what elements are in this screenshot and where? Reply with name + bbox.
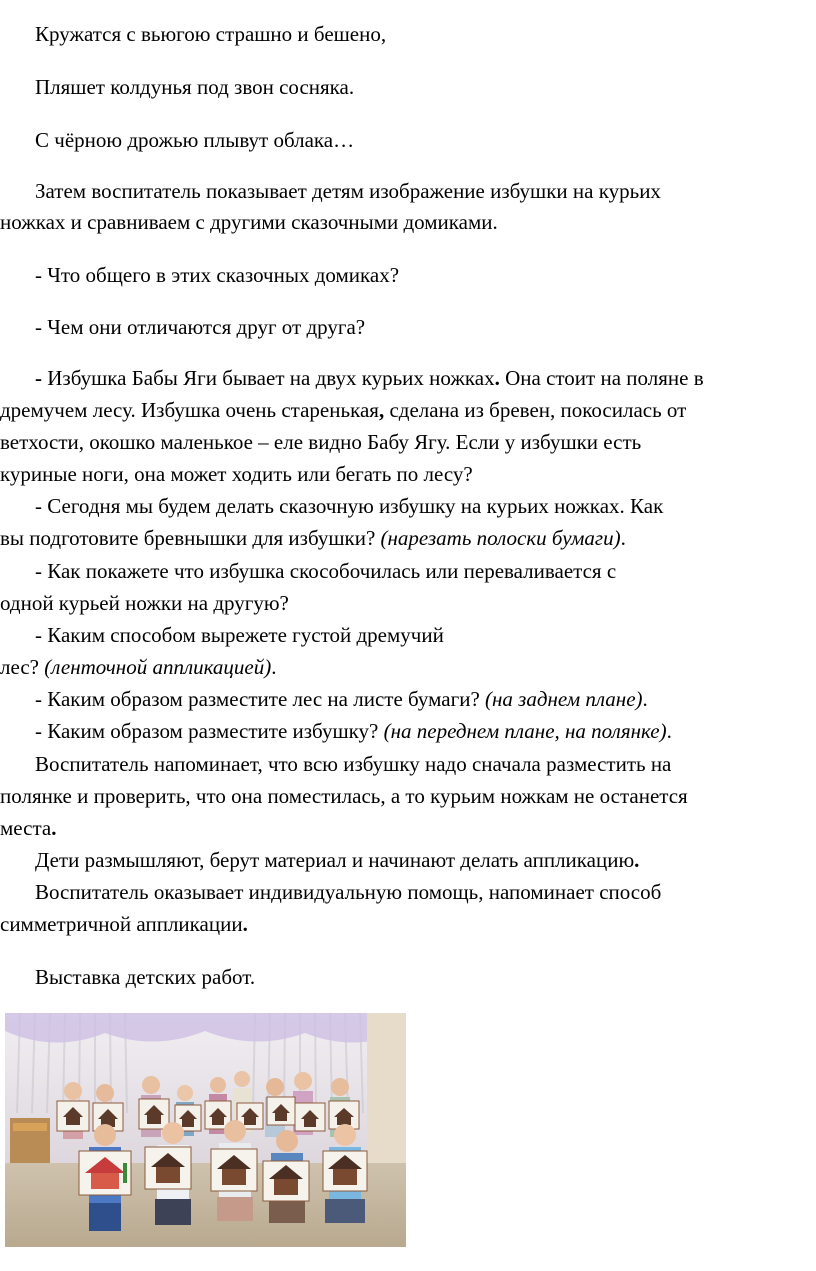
text: . — [620, 526, 626, 550]
question-tilt-line-2: одной курьей ножки на другую? — [0, 591, 289, 615]
description-line-1 — [35, 364, 704, 392]
help-line-2 — [0, 910, 248, 938]
text: . — [642, 687, 648, 711]
text: Дети размышляют, берут материал и начинают делать аппликацию — [35, 848, 635, 872]
text: симметричной аппликации — [0, 912, 243, 936]
text: сделана из бревен, покосилась от — [384, 398, 687, 422]
bold-dot: . — [634, 848, 640, 872]
reminder-line-2: полянке и проверить, что она поместилась, а то курьим ножкам не останется — [0, 784, 688, 808]
bold-dot: . — [242, 912, 248, 936]
paragraph-intro-line-1: Затем воспитатель показывает детям изображение избушки на курьих — [35, 179, 661, 203]
description-line-4: куриные ноги, она может ходить или бегать по лесу? — [0, 462, 473, 486]
children-work-line — [35, 846, 639, 874]
question-tilt-line-1: - Как покажете что избушка скособочилась или переваливается с — [35, 559, 617, 583]
bold-dot: . — [494, 366, 500, 390]
help-line-1: Воспитатель оказывает индивидуальную помощь, напоминает способ — [35, 880, 662, 904]
reminder-line-3 — [0, 814, 56, 842]
bold-comma: , — [378, 398, 385, 422]
answer-italic: (на переднем плане, на полянке) — [383, 719, 667, 743]
text: . — [666, 719, 672, 743]
question-differ: - Чем они отличаются друг от друга? — [35, 315, 366, 339]
exhibition-heading: Выставка детских работ. — [35, 965, 256, 989]
task-line-1: - Сегодня мы будем делать сказочную избушку на курьих ножках. Как — [35, 494, 664, 518]
bold-dot: . — [51, 816, 57, 840]
poem-line-3: С чёрною дрожью плывут облака… — [35, 128, 355, 152]
answer-italic: (на заднем плане) — [485, 687, 643, 711]
group-photo — [5, 1013, 406, 1247]
question-common: - Что общего в этих сказочных домиках? — [35, 263, 400, 287]
question-place-hut — [35, 717, 672, 745]
poem-line-2: Пляшет колдунья под звон сосняка. — [35, 75, 355, 99]
reminder-line-1: Воспитатель напоминает, что всю избушку надо сначала разместить на — [35, 752, 672, 776]
question-forest-line-2 — [0, 653, 276, 681]
paragraph-intro-line-2: ножках и сравниваем с другими сказочными домиками. — [0, 210, 498, 234]
text: дремучем лесу. Избушка очень старенькая — [0, 398, 379, 422]
task-line-2 — [0, 524, 626, 552]
description-line-3: ветхости, окошко маленькое – еле видно Бабу Ягу. Если у избушки есть — [0, 430, 642, 454]
answer-italic: (ленточной аппликацией) — [44, 655, 272, 679]
text: вы подготовите бревнышки для избушки? — [0, 526, 381, 550]
text: - Каким образом разместите избушку? — [35, 719, 384, 743]
question-forest-line-1: - Каким способом вырежете густой дремучий — [35, 623, 444, 647]
text: места — [0, 816, 52, 840]
text: . — [271, 655, 277, 679]
text: лес? — [0, 655, 45, 679]
text: Избушка Бабы Яги бывает на двух курьих ножках — [42, 366, 495, 390]
poem-line-1: Кружатся с вьюгою страшно и бешено, — [35, 22, 387, 46]
dash: - — [35, 366, 42, 390]
answer-italic: (нарезать полоски бумаги) — [380, 526, 621, 550]
text: Она стоит на поляне в — [499, 366, 704, 390]
question-place-forest — [35, 685, 648, 713]
text: - Каким образом разместите лес на листе бумаги? — [35, 687, 486, 711]
description-line-2 — [0, 396, 686, 424]
